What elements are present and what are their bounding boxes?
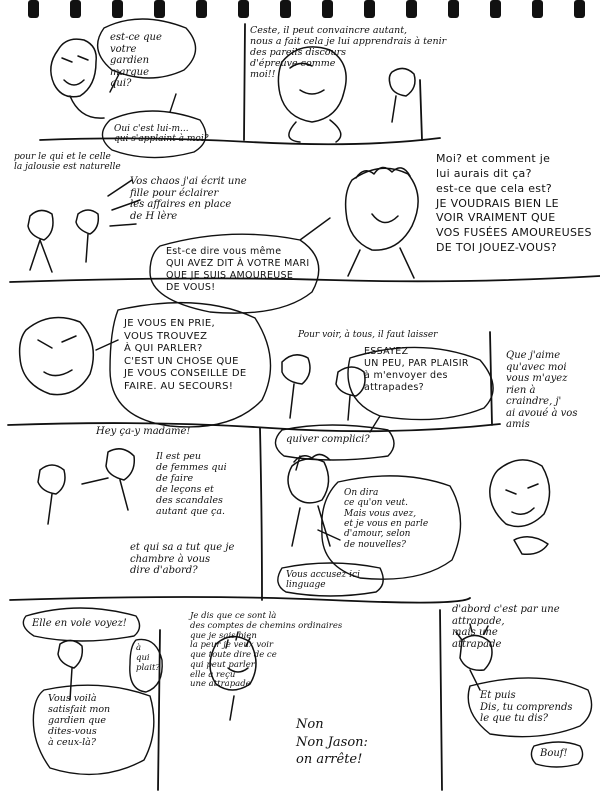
- panel2-bubble-mari: Est-ce dire vous même QUI AVEZ DIT À VOTRE MARI QUE JE SUIS AMOUREUSE DE VOUS!: [166, 246, 310, 293]
- panel5-bubble-comprends: Et puis Dis, tu comprends le que tu dis?: [480, 690, 573, 724]
- panel4-bubble-madame: Hey ça-y madame!: [96, 426, 191, 437]
- panel5-bubble-attrapade: d'abord c'est par une attrapade, mais une attrapade: [452, 604, 560, 650]
- panel2-bubble-fille: Vos chaos j'ai écrit une fille pour éclairer les affaires en place de H lère: [130, 176, 247, 222]
- panel2-bubble-moi: Moi? et comment je lui aurais dit ça? est-ce que cela est? JE VOUDRAIS BIEN LE VOIR VRAIMENT QUE VOS FUSÉES AMOUREUSES DE TOI JOUEZ-VOUS?: [436, 152, 592, 255]
- panel5-bubble-satisfait: Vous voilà satisfait mon gardien que dites-vous à ceux-là?: [48, 693, 111, 748]
- panel4-bubble-ondira: On dira ce qu'on veut. Mais vous avez, et je vous en parle d'amour, selon de nouvelles?: [344, 488, 429, 550]
- panel5-bubble-plait: à qui plait?: [136, 643, 160, 673]
- panel3-caption-pour-voir: Pour voir, à tous, il faut laisser: [298, 330, 438, 340]
- panel3-bubble-craindre: Que j'aime qu'avec moi vous m'ayez rien à craindre, j' ai avoué à vos amis: [506, 350, 578, 430]
- panel5-bubble-bouf: Bouf!: [540, 748, 568, 759]
- panel3-bubble-essayez: ESSAYEZ UN PEU, PAR PLAISIR à m'envoyer des attrapades?: [364, 346, 469, 393]
- spiral-binding: [28, 0, 585, 18]
- panel1-bubble-plainte: Oui c'est lui-m... qui s'applaint à moi?: [114, 124, 209, 145]
- panel5-bubble-jason: Non Non Jason: on arrête!: [296, 717, 368, 768]
- panel4-bubble-chambre: et qui sa a tut que je chambre à vous dire d'abord?: [130, 542, 235, 576]
- panel1-bubble-ceste: Ceste, il peut convaincre autant, nous a fait cela je lui apprendrais à tenir des pareils discours d'épreuve comme moi!!: [250, 25, 447, 80]
- panel4-bubble-complici: quiver complici?: [286, 434, 370, 445]
- panel4-bubble-linguage: Vous accusez ici linguage: [286, 570, 360, 591]
- panel5-bubble-comptes: Je dis que ce sont là des comptes de chemins ordinaires que je sais bien la peur je veux voir que toute dire de ce qui peut parler elle a reçu une attrapade: [190, 611, 343, 690]
- panel3-bubble-secours: JE VOUS EN PRIE, VOUS TROUVEZ À QUI PARLER? C'EST UN CHOSE QUE JE VOUS CONSEILLE DE FAIRE. AU SECOURS!: [124, 318, 247, 392]
- panel1-bubble-gardien: est-ce que votre gardien marque qui?: [110, 32, 162, 89]
- panel2-narration: pour le qui et le celle la jalousie est naturelle: [14, 152, 121, 173]
- panel4-bubble-femmes: Il est peu de femmes qui de faire de leçons et des scandales autant que ça.: [156, 451, 227, 517]
- panel5-bubble-vole: Elle en vole voyez!: [32, 618, 127, 629]
